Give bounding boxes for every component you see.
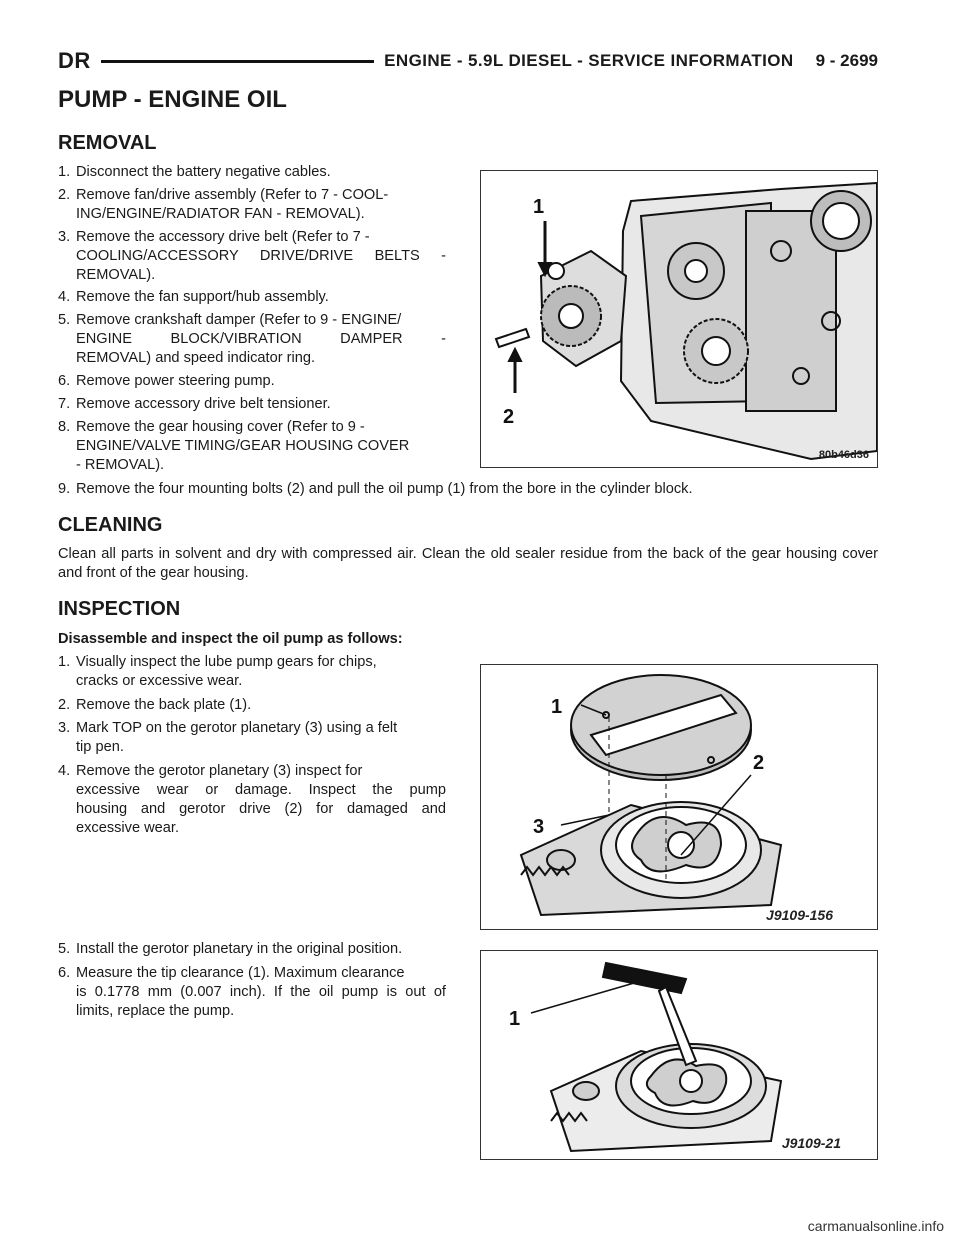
gerotor-inspection-figure bbox=[480, 664, 878, 930]
figure-code: J9109-156 bbox=[766, 907, 833, 923]
callout-1: 1 bbox=[551, 696, 563, 718]
page-title: PUMP - ENGINE OIL bbox=[58, 86, 287, 113]
removal-step-6: 6. Remove power steering pump. bbox=[58, 373, 275, 389]
oil-pump-removal-figure bbox=[480, 170, 878, 468]
inspection-heading: INSPECTION bbox=[58, 598, 181, 620]
header-title: ENGINE - 5.9L DIESEL - SERVICE INFORMATION bbox=[384, 51, 794, 70]
inspection-intro: Disassemble and inspect the oil pump as follows: bbox=[58, 631, 403, 647]
gerotor-pump-illustration bbox=[481, 665, 877, 929]
removal-step-4: 4. Remove the fan support/hub assembly. bbox=[58, 289, 329, 305]
removal-step-8: 8. Remove the gear housing cover (Refer to 9 - ENGINE/VALVE TIMING/GEAR HOUSING COVER - REMOVAL). bbox=[58, 419, 410, 473]
removal-step-7: 7. Remove accessory drive belt tensioner. bbox=[58, 396, 331, 412]
figure-code: J9109-21 bbox=[781, 1135, 841, 1151]
feeler-gauge-illustration bbox=[481, 951, 877, 1159]
header-rule bbox=[101, 60, 374, 63]
watermark: carmanualsonline.info bbox=[807, 1218, 944, 1234]
engine-front-illustration bbox=[481, 171, 877, 467]
removal-step-2: 2. Remove fan/drive assembly (Refer to 7 - COOL- ING/ENGINE/RADIATOR FAN - REMOVAL). bbox=[58, 187, 389, 222]
removal-step-3: 3. Remove the accessory drive belt (Refer to 7 - COOLING/ACCESSORY DRIVE/DRIVE BELTS - REMOVAL). bbox=[58, 229, 446, 283]
removal-step-5: 5. Remove crankshaft damper (Refer to 9 - ENGINE/ ENGINE BLOCK/VIBRATION DAMPER - REMOVAL) and speed indicator ring. bbox=[58, 312, 446, 366]
header-section-code: DR bbox=[58, 48, 91, 73]
cleaning-text: Clean all parts in solvent and dry with compressed air. Clean the old sealer residue from the back of the gear housing cover and front of the gear housing. bbox=[58, 546, 878, 581]
callout-2: 2 bbox=[753, 752, 765, 774]
callout-1: 1 bbox=[509, 1008, 521, 1030]
inspection-step-5: 5. Install the gerotor planetary in the original position. bbox=[58, 941, 403, 957]
inspection-step-4: 4. Remove the gerotor planetary (3) inspect for excessive wear or damage. Inspect the pump housing and gerotor drive (2) for damaged and excessive wear. bbox=[58, 763, 446, 836]
cleaning-heading: CLEANING bbox=[58, 514, 163, 536]
tip-clearance-figure bbox=[480, 950, 878, 1160]
inspection-step-2: 2. Remove the back plate (1). bbox=[58, 697, 252, 713]
header-page-number: 9 - 2699 bbox=[815, 51, 878, 70]
removal-heading: REMOVAL bbox=[58, 132, 157, 154]
removal-step-9: 9. Remove the four mounting bolts (2) and pull the oil pump (1) from the bore in the cylinder block. bbox=[58, 481, 693, 497]
inspection-step-1: 1. Visually inspect the lube pump gears for chips, cracks or excessive wear. bbox=[58, 654, 377, 689]
callout-2: 2 bbox=[503, 406, 515, 428]
callout-3: 3 bbox=[533, 816, 545, 838]
inspection-step-6: 6. Measure the tip clearance (1). Maximum clearance is 0.1778 mm (0.007 inch). If the oil pump is out of limits, replace the pump. bbox=[58, 965, 446, 1019]
inspection-step-3: 3. Mark TOP on the gerotor planetary (3) using a felt tip pen. bbox=[58, 720, 398, 755]
figure-code: 80b46d36 bbox=[818, 449, 869, 461]
callout-1: 1 bbox=[533, 196, 545, 218]
page-header bbox=[58, 44, 878, 78]
removal-step-1: 1. Disconnect the battery negative cables. bbox=[58, 164, 331, 180]
